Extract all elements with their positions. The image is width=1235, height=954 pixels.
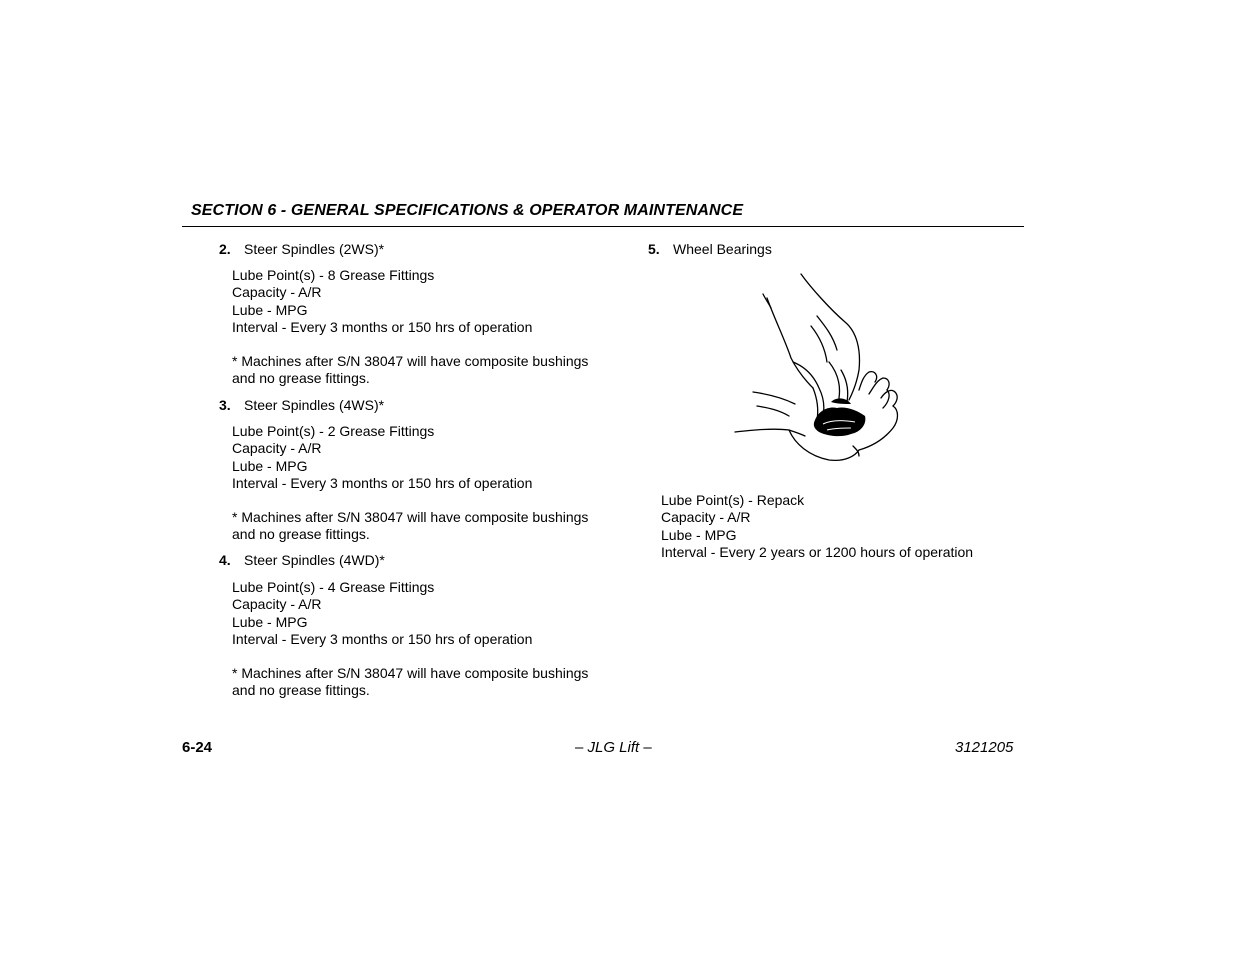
hands-repacking-bearing-illustration <box>733 270 901 465</box>
spec-lube-points: Lube Point(s) - 4 Grease Fittings <box>232 579 435 595</box>
spec-capacity: Capacity - A/R <box>232 440 322 457</box>
section-header: SECTION 6 - GENERAL SPECIFICATIONS & OPERATOR MAINTENANCE <box>191 202 744 219</box>
note-line: and no grease fittings. <box>232 526 370 543</box>
note-line: and no grease fittings. <box>232 682 370 699</box>
spec-lube-points: Lube Point(s) - 2 Grease Fittings <box>232 423 435 439</box>
item-title: Wheel Bearings <box>673 241 772 257</box>
spec-capacity: Capacity - A/R <box>661 509 751 526</box>
specs-4ws <box>232 423 532 492</box>
spec-lube: Lube - MPG <box>232 301 308 318</box>
item-number: 3. <box>219 397 231 413</box>
spec-lube-points: Lube Point(s) - 8 Grease Fittings <box>232 267 435 283</box>
spec-interval: Interval - Every 3 months or 150 hrs of operation <box>232 318 533 335</box>
item-number: 5. <box>648 241 660 257</box>
page-number: 6-24 <box>182 739 213 756</box>
spec-capacity: Capacity - A/R <box>232 596 322 613</box>
spec-capacity: Capacity - A/R <box>232 284 322 301</box>
item-number: 2. <box>219 241 231 257</box>
note-4wd <box>232 665 588 700</box>
note-line: * Machines after S/N 38047 will have composite bushings <box>232 509 589 525</box>
specs-2ws <box>232 267 532 336</box>
footer-center-text: – JLG Lift – <box>575 739 652 756</box>
specs-4wd <box>232 579 532 648</box>
header-rule <box>182 226 1024 227</box>
spec-lube: Lube - MPG <box>232 613 308 630</box>
item-number: 4. <box>219 552 231 568</box>
spec-lube: Lube - MPG <box>232 457 308 474</box>
item-title: Steer Spindles (4WS)* <box>244 397 385 413</box>
note-line: and no grease fittings. <box>232 370 370 387</box>
spec-interval: Interval - Every 2 years or 1200 hours of operation <box>661 543 974 560</box>
spec-interval: Interval - Every 3 months or 150 hrs of operation <box>232 630 533 647</box>
item-title: Steer Spindles (2WS)* <box>244 241 385 257</box>
document-number: 3121205 <box>955 739 1014 756</box>
note-4ws <box>232 509 588 544</box>
note-line: * Machines after S/N 38047 will have composite bushings <box>232 665 589 681</box>
item-title: Steer Spindles (4WD)* <box>244 552 385 568</box>
spec-lube-points: Lube Point(s) - Repack <box>661 492 805 508</box>
note-line: * Machines after S/N 38047 will have composite bushings <box>232 353 589 369</box>
spec-interval: Interval - Every 3 months or 150 hrs of operation <box>232 474 533 491</box>
note-2ws <box>232 353 588 388</box>
spec-lube: Lube - MPG <box>661 526 737 543</box>
specs-wheel-bearings <box>661 492 973 561</box>
